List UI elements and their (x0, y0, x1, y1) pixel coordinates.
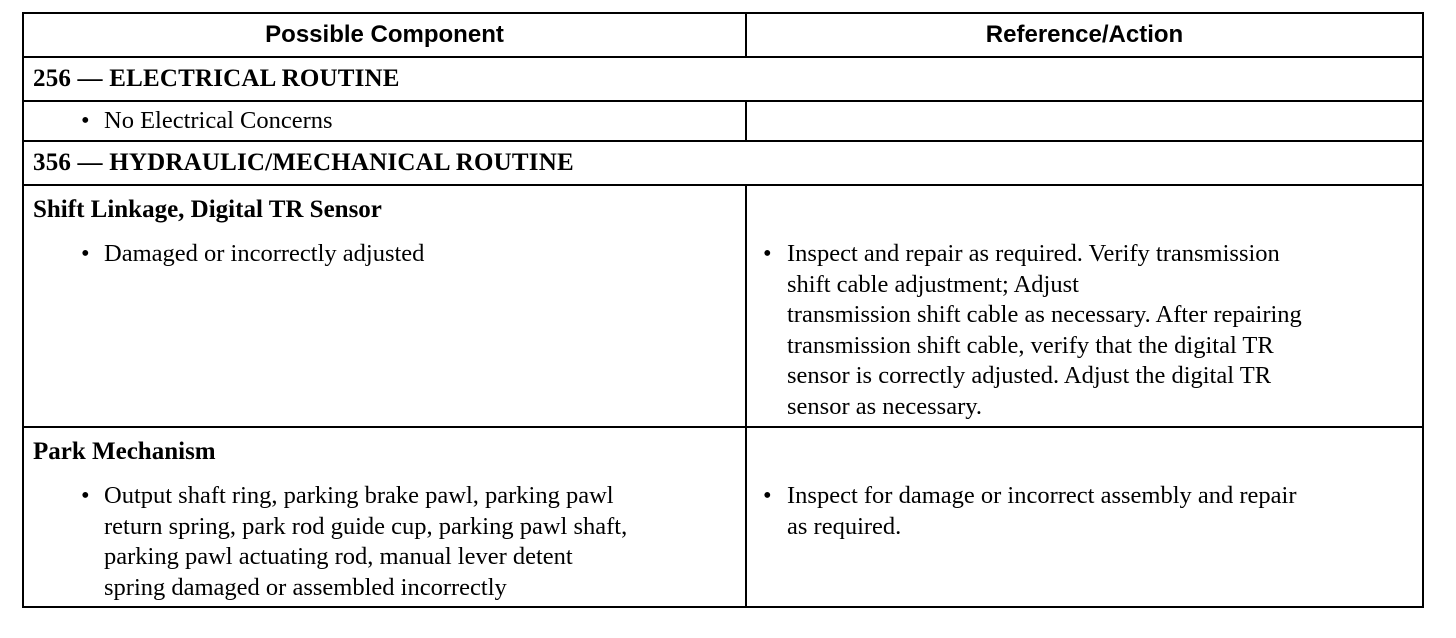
action-item (747, 481, 1422, 542)
section-title-electrical: 256 — ELECTRICAL ROUTINE (23, 57, 1423, 101)
component-text: No Electrical Concerns (104, 106, 333, 134)
action-line: transmission shift cable as necessary. After repairing (787, 301, 1302, 328)
action-line: sensor is correctly adjusted. Adjust the digital TR (787, 362, 1272, 389)
list-item (24, 106, 745, 137)
bullet-icon: • (81, 240, 90, 267)
list-item (24, 481, 745, 603)
list-item (24, 239, 745, 270)
header-row (23, 13, 1423, 57)
component-line: return spring, park rod guide cup, parking pawl shaft, (104, 512, 628, 540)
component-line: spring damaged or assembled incorrectly (104, 573, 507, 601)
header-reference-action: Reference/Action (746, 13, 1423, 57)
action-cell-empty (746, 101, 1423, 141)
table-row (23, 427, 1423, 607)
bullet-icon: • (81, 106, 90, 134)
table-row (23, 185, 1423, 427)
header-possible-component: Possible Component (23, 13, 746, 57)
component-cell (23, 101, 746, 141)
diagnostic-table (22, 12, 1424, 608)
action-line: sensor as necessary. (787, 392, 983, 420)
component-text: Damaged or incorrectly adjusted (104, 240, 425, 267)
section-title-hydraulic: 356 — HYDRAULIC/MECHANICAL ROUTINE (23, 141, 1423, 185)
component-cell (23, 185, 746, 427)
component-cell (23, 427, 746, 607)
bullet-icon: • (763, 240, 772, 267)
group-title: Shift Linkage, Digital TR Sensor (33, 196, 382, 223)
section-row-electrical (23, 57, 1423, 101)
bullet-icon: • (763, 482, 772, 509)
action-line: Inspect and repair as required. Verify transmission (787, 240, 1280, 267)
action-line: as required. (787, 512, 902, 540)
component-line: parking pawl actuating rod, manual lever detent (104, 543, 573, 570)
group-title: Park Mechanism (33, 438, 216, 465)
action-line: Inspect for damage or incorrect assembly and repair (787, 482, 1297, 509)
bullet-icon: • (81, 482, 90, 509)
action-cell (746, 427, 1423, 607)
action-item (747, 239, 1422, 422)
component-line: Output shaft ring, parking brake pawl, parking pawl (104, 482, 614, 509)
action-line: shift cable adjustment; Adjust (787, 270, 1079, 298)
action-line: transmission shift cable, verify that the digital TR (787, 331, 1274, 359)
action-cell (746, 185, 1423, 427)
section-row-hydraulic (23, 141, 1423, 185)
table-row (23, 101, 1423, 141)
